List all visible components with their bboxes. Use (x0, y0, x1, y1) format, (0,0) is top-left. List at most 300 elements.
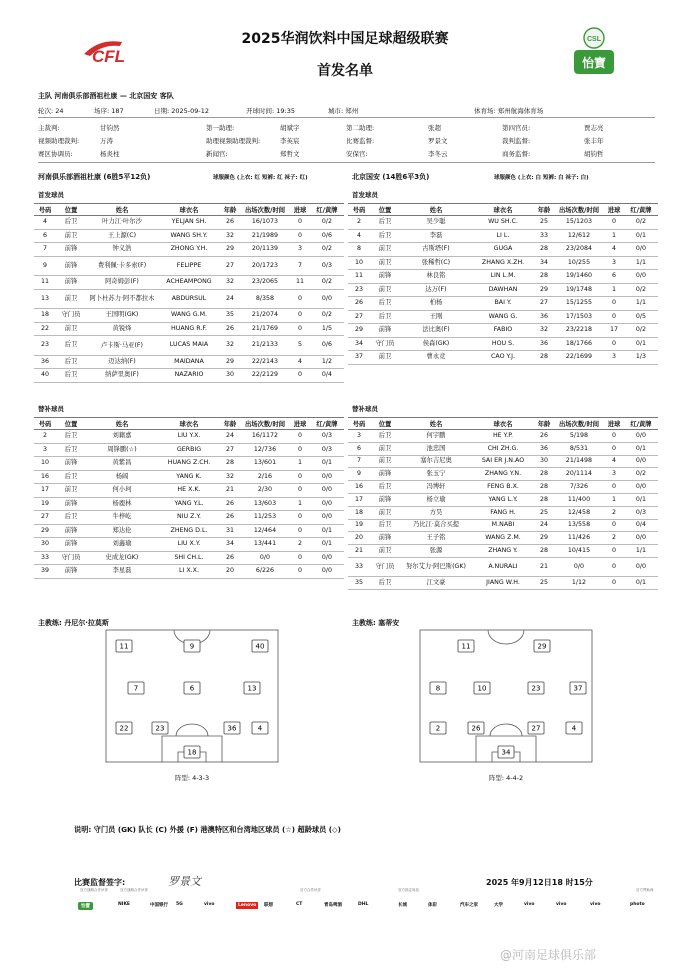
table-cell: 32 (220, 229, 240, 243)
table-cell: 36 (34, 355, 56, 369)
table-cell: 6 (348, 442, 370, 455)
table-cell: HE X.K. (158, 484, 220, 498)
official-value: 张超 (428, 124, 441, 132)
table-cell: 13 (34, 289, 56, 309)
table-cell: 0/3 (310, 443, 344, 457)
table-cell: 前卫 (370, 256, 400, 270)
table-cell: 史成龙(GK) (86, 551, 158, 565)
table-cell: 前卫 (370, 455, 400, 468)
page-subtitle: 首发名单 (317, 63, 373, 79)
signature: 罗景文 (168, 875, 201, 888)
table-cell: 后卫 (56, 470, 86, 484)
table-cell: 18/1766 (554, 337, 604, 351)
table-cell: 8/531 (554, 442, 604, 455)
table-cell: 20 (348, 532, 370, 545)
table-cell: 0 (290, 430, 310, 444)
table-cell: 28 (220, 457, 240, 471)
player-number: 8 (435, 684, 441, 693)
sponsor-logo: 中国银行 (150, 903, 168, 908)
table-cell: 28 (534, 481, 554, 494)
table-cell: 34 (348, 337, 370, 351)
table-cell: 前锋 (370, 532, 400, 545)
table-cell: 23/2218 (554, 324, 604, 338)
table-row (34, 470, 344, 484)
signature-label: 比赛监督签字: (74, 878, 126, 887)
official-value: 甘钧然 (100, 124, 120, 132)
sponsor-logo: Lenovo (238, 903, 257, 908)
table-cell: 前锋 (56, 243, 86, 257)
table-cell: 前卫 (370, 351, 400, 365)
table-cell: 21/2074 (240, 309, 290, 323)
kickoff-time: 开球时间: 19:35 (246, 107, 295, 115)
player-number: 7 (133, 684, 139, 693)
away-subs-label: 替补球员 (352, 405, 378, 413)
player-number: 6 (189, 684, 195, 693)
table-cell: MAIDANA (158, 355, 220, 369)
table-cell: 12/458 (554, 506, 604, 519)
sponsor-logo: CT (296, 902, 303, 907)
table-cell: 4 (290, 355, 310, 369)
table-row (348, 337, 658, 351)
match-info-row (38, 106, 658, 116)
table-cell: YANG L.Y. (472, 493, 534, 506)
table-cell: 前锋 (56, 524, 86, 538)
sponsor-logo: 大学 (494, 903, 503, 908)
column-header: 号码 (34, 204, 56, 216)
table-cell: 17 (348, 493, 370, 506)
table-row (34, 551, 344, 565)
table-cell: 0 (290, 229, 310, 243)
table-row (34, 565, 344, 579)
table-cell: 28 (534, 270, 554, 284)
table-cell: 0 (290, 289, 310, 309)
table-cell: 4 (604, 455, 624, 468)
table-cell: 19/1460 (554, 270, 604, 284)
table-row (34, 457, 344, 471)
table-cell: 0/4 (624, 519, 658, 532)
table-cell: 10/255 (554, 256, 604, 270)
watermark: @河南足球俱乐部 (500, 948, 597, 962)
table-cell: 0/0 (624, 243, 658, 257)
table-cell: 刘籍嘉 (86, 430, 158, 444)
table-cell: 0 (290, 216, 310, 230)
table-cell: 0/1 (310, 524, 344, 538)
table-cell: 25 (534, 576, 554, 589)
sponsor-category: 官方战略合作伙伴 (120, 888, 148, 892)
home-subs-table (34, 417, 344, 579)
table-cell: 29 (34, 524, 56, 538)
officials-row-2 (38, 136, 658, 146)
table-cell: 22/2129 (240, 369, 290, 383)
table-cell: 29 (534, 532, 554, 545)
sign-datetime: 2025 年9月12日18 时15分 (486, 878, 593, 887)
table-cell: 1 (604, 229, 624, 243)
match-number: 场序: 187 (94, 107, 124, 115)
table-cell: 27 (220, 443, 240, 457)
table-cell: 20/1139 (240, 243, 290, 257)
table-cell: 23 (34, 336, 56, 356)
table-cell: 6 (604, 270, 624, 284)
table-cell: 何宇鹏 (400, 430, 472, 443)
table-cell: 17 (34, 484, 56, 498)
sponsor-logo: 怡寶 (78, 902, 93, 910)
table-cell: 法比奥(F) (400, 324, 472, 338)
table-cell: CAO Y.J. (472, 351, 534, 365)
official-key: 裁判监督: (502, 137, 531, 145)
table-cell: 后卫 (56, 443, 86, 457)
table-cell: 郑达伦 (86, 524, 158, 538)
table-cell: JIANG W.H. (472, 576, 534, 589)
table-cell: 20/1114 (554, 468, 604, 481)
player-number: 9 (189, 642, 195, 651)
column-header: 年龄 (534, 204, 554, 216)
table-cell: 39 (34, 565, 56, 579)
table-cell: 费利佩·卡多索(F) (86, 256, 158, 276)
table-cell: 0/0 (310, 551, 344, 565)
sponsor-category: 官方赞助商 (636, 888, 654, 892)
table-cell: 11 (348, 270, 370, 284)
table-cell: 28 (534, 243, 554, 257)
table-cell: 0/2 (624, 283, 658, 297)
table-row (34, 276, 344, 290)
table-cell: 27 (34, 511, 56, 525)
sponsor-logo: photo (630, 902, 645, 907)
center-arc (488, 630, 524, 644)
player-number: 10 (477, 684, 487, 693)
table-cell: 达万(F) (400, 283, 472, 297)
table-cell: ZHANG Y. (472, 545, 534, 558)
table-cell: 33 (34, 551, 56, 565)
table-cell: 何小珂 (86, 484, 158, 498)
table-row (348, 256, 658, 270)
table-cell: 守门员 (56, 551, 86, 565)
table-row (348, 283, 658, 297)
table-cell: 张玉宁 (400, 468, 472, 481)
table-cell: 王子铭 (400, 532, 472, 545)
column-header: 位置 (56, 204, 86, 216)
table-cell: 曹永竞 (400, 351, 472, 365)
table-cell: 21/2133 (240, 336, 290, 356)
table-cell: 27 (348, 310, 370, 324)
table-cell: 后卫 (56, 369, 86, 383)
table-cell: 0 (290, 322, 310, 336)
official-key: 赛区协调员: (38, 150, 73, 158)
player-number: 11 (461, 642, 471, 651)
table-cell: 前卫 (370, 506, 400, 519)
player-number: 27 (531, 724, 541, 733)
page-title: 2025华润饮料中国足球超级联赛 (241, 31, 449, 47)
table-cell: 2 (34, 430, 56, 444)
table-cell: 35 (348, 576, 370, 589)
table-cell: 21/1989 (240, 229, 290, 243)
table-cell: 24 (220, 430, 240, 444)
table-cell: 26 (220, 322, 240, 336)
table-cell: 1/1 (624, 545, 658, 558)
table-cell: 36 (534, 337, 554, 351)
table-cell: 11 (34, 276, 56, 290)
table-cell: 16/1172 (240, 430, 290, 444)
table-cell: 后卫 (370, 576, 400, 589)
table-cell: 0/0 (624, 455, 658, 468)
player-number: 2 (435, 724, 441, 733)
column-header: 红/黄牌 (624, 204, 658, 216)
table-cell: 0/4 (310, 369, 344, 383)
table-row (34, 369, 344, 383)
table-row (348, 442, 658, 455)
table-cell: 3 (34, 443, 56, 457)
table-cell: 0 (290, 565, 310, 579)
table-cell: 前锋 (56, 256, 86, 276)
table-cell: 1 (604, 283, 624, 297)
table-cell: 0/1 (624, 229, 658, 243)
column-header: 红/黄牌 (310, 418, 344, 430)
table-cell: 23 (348, 283, 370, 297)
table-cell: 0 (290, 470, 310, 484)
table-cell: 0/2 (310, 243, 344, 257)
official-value: 胡斌宇 (280, 124, 300, 132)
table-cell: 牛梓屹 (86, 511, 158, 525)
match-date: 日期: 2025-09-12 (154, 107, 210, 115)
table-cell: GUGA (472, 243, 534, 257)
table-cell: 0/2 (310, 276, 344, 290)
table-cell: 3 (604, 351, 624, 365)
table-cell: 22 (34, 322, 56, 336)
table-header-row (348, 418, 658, 430)
home-team-name: 河南俱乐部酒祖杜康 (6胜5平12负) (38, 173, 151, 181)
table-cell: 5/198 (554, 430, 604, 443)
table-row (348, 545, 658, 558)
away-kit-colors: 球服颜色 (上衣: 白 短裤: 白 袜子: 白) (494, 175, 589, 181)
column-header: 出场次数/时间 (240, 418, 290, 430)
away-formation: 阵型: 4-4-2 (488, 774, 524, 782)
table-cell: 0/0 (554, 557, 604, 576)
sponsor-logo: vivo (590, 902, 601, 907)
table-cell: 后卫 (370, 481, 400, 494)
table-cell: 2 (290, 538, 310, 552)
home-formation-pitch (104, 628, 280, 764)
table-cell: 0/2 (624, 468, 658, 481)
table-cell: 0 (604, 337, 624, 351)
table-cell: 后卫 (370, 310, 400, 324)
table-cell: 前卫 (56, 289, 86, 309)
table-cell: 1/12 (554, 576, 604, 589)
player-marker (534, 640, 550, 652)
pitch-outline (420, 630, 592, 762)
table-cell: 杨鹿林 (86, 497, 158, 511)
table-row (348, 506, 658, 519)
player-marker (566, 722, 582, 734)
table-cell: 21 (534, 557, 554, 576)
official-value: 罗景文 (428, 137, 448, 145)
table-cell: 叶力江·叶尔沙 (86, 216, 158, 230)
table-header-row (34, 418, 344, 430)
table-cell: 29 (220, 243, 240, 257)
table-cell: 0/2 (624, 324, 658, 338)
player-number: 4 (571, 724, 577, 733)
official-key: 比赛监督: (346, 137, 375, 145)
table-cell: 前卫 (370, 545, 400, 558)
table-cell: LI L. (472, 229, 534, 243)
table-cell: 25 (534, 216, 554, 230)
table-row (34, 430, 344, 444)
table-cell: LIU Y.X. (158, 430, 220, 444)
penalty-arc (176, 724, 208, 736)
table-cell: 0 (604, 430, 624, 443)
player-marker (430, 682, 446, 694)
player-number: 18 (187, 748, 197, 757)
table-cell: 4 (34, 216, 56, 230)
table-cell: 0 (290, 551, 310, 565)
table-cell: 29 (534, 283, 554, 297)
table-cell: 28 (534, 351, 554, 365)
table-cell: 27 (534, 297, 554, 311)
table-cell: 21 (348, 545, 370, 558)
table-cell: 0 (604, 310, 624, 324)
table-cell: 0/1 (624, 576, 658, 589)
column-header: 年龄 (220, 204, 240, 216)
column-header: 球衣名 (158, 204, 220, 216)
table-row (34, 511, 344, 525)
table-row (348, 324, 658, 338)
table-cell: 张源 (400, 545, 472, 558)
official-key: 新闻官: (206, 150, 228, 158)
table-row (34, 524, 344, 538)
table-cell: ZHANG Y.N. (472, 468, 534, 481)
table-cell: 0/2 (310, 216, 344, 230)
table-cell: 0 (604, 519, 624, 532)
table-cell: LIU X.Y. (158, 538, 220, 552)
table-cell: 33 (348, 557, 370, 576)
home-formation: 阵型: 4-3-3 (174, 774, 210, 782)
official-key: 视频助理裁判: (38, 137, 80, 145)
table-cell: FELIPPE (158, 256, 220, 276)
table-cell: 后卫 (56, 355, 86, 369)
table-cell: 22/1699 (554, 351, 604, 365)
sponsor-logo: vivo (204, 902, 215, 907)
player-number: 36 (227, 724, 237, 733)
table-cell: 王上源(C) (86, 229, 158, 243)
table-cell: 22/2143 (240, 355, 290, 369)
table-cell: 26 (220, 551, 240, 565)
column-header: 号码 (348, 204, 370, 216)
table-cell: 前卫 (370, 243, 400, 257)
player-number: 37 (573, 684, 583, 693)
player-marker (570, 682, 586, 694)
table-cell: WU SH.C. (472, 216, 534, 230)
table-cell: 塞尔吉尼奥 (400, 455, 472, 468)
table-cell: 前锋 (56, 565, 86, 579)
table-cell: 守门员 (370, 337, 400, 351)
table-cell: 0/1 (624, 493, 658, 506)
table-cell: 0/1 (624, 442, 658, 455)
table-cell: 21/1769 (240, 322, 290, 336)
table-cell: 0/0 (624, 430, 658, 443)
sponsor-logo: NIKE (118, 902, 131, 907)
table-cell: 16 (34, 470, 56, 484)
column-header: 红/黄牌 (624, 418, 658, 430)
table-cell: 0/0 (624, 532, 658, 545)
player-marker (224, 722, 240, 734)
table-cell: 吴少聪 (400, 216, 472, 230)
table-row (34, 216, 344, 230)
table-cell: 6 (34, 229, 56, 243)
table-row (348, 468, 658, 481)
table-cell: 侯森(GK) (400, 337, 472, 351)
column-header: 球衣名 (158, 418, 220, 430)
table-cell: 守门员 (370, 557, 400, 576)
table-cell: A.NURALI (472, 557, 534, 576)
table-cell: 后卫 (56, 430, 86, 444)
table-cell: 13/603 (240, 497, 290, 511)
official-key: 商务监督: (502, 150, 531, 158)
table-cell: CHI ZH.G. (472, 442, 534, 455)
column-header: 出场次数/时间 (554, 204, 604, 216)
player-number: 26 (471, 724, 481, 733)
table-cell: 后卫 (370, 430, 400, 443)
table-cell: 1/3 (624, 351, 658, 365)
table-cell: 32 (220, 276, 240, 290)
table-cell: 1/5 (310, 322, 344, 336)
column-header: 进球 (290, 204, 310, 216)
table-cell: 12/736 (240, 443, 290, 457)
player-marker (252, 640, 268, 652)
table-cell: 后卫 (56, 216, 86, 230)
table-cell: 30 (34, 538, 56, 552)
home-kit-colors: 球服颜色 (上衣: 红 短裤: 红 袜子: 红) (213, 175, 308, 181)
player-marker (116, 640, 132, 652)
table-cell: 4 (604, 243, 624, 257)
penalty-arc (490, 724, 522, 736)
table-cell: 11/253 (240, 511, 290, 525)
table-cell: 0/1 (310, 457, 344, 471)
table-row (348, 351, 658, 365)
table-row (34, 443, 344, 457)
table-cell: 32 (220, 336, 240, 356)
table-cell: 0/0 (624, 481, 658, 494)
player-number: 4 (257, 724, 263, 733)
column-header: 球衣名 (472, 204, 534, 216)
sponsor-logo: vivo (524, 902, 535, 907)
table-cell: WANG G.M. (158, 309, 220, 323)
table-cell: 0/0 (310, 470, 344, 484)
table-cell: GERBIG (158, 443, 220, 457)
table-cell: 0 (290, 484, 310, 498)
table-cell: HUANG R.F. (158, 322, 220, 336)
table-cell: 0/0 (624, 270, 658, 284)
table-cell: 30 (220, 369, 240, 383)
table-cell: 29 (220, 355, 240, 369)
city: 城市: 郑州 (328, 107, 359, 115)
player-marker (184, 746, 200, 758)
table-cell: 0 (604, 297, 624, 311)
table-cell: 王刚 (400, 310, 472, 324)
player-marker (128, 682, 144, 694)
table-row (348, 270, 658, 284)
player-number: 13 (247, 684, 257, 693)
table-cell: 0/0 (624, 557, 658, 576)
table-row (348, 430, 658, 443)
table-cell: 7 (290, 256, 310, 276)
table-cell: 0 (290, 443, 310, 457)
table-cell: 1 (290, 497, 310, 511)
table-cell: 1/1 (624, 256, 658, 270)
table-cell: 0 (604, 557, 624, 576)
home-starters-table (34, 203, 344, 383)
sponsor-category: 官方战略合作伙伴 (80, 888, 108, 892)
table-row (348, 229, 658, 243)
table-cell: 18 (34, 309, 56, 323)
table-cell: SAI ER J.N.AO (472, 455, 534, 468)
